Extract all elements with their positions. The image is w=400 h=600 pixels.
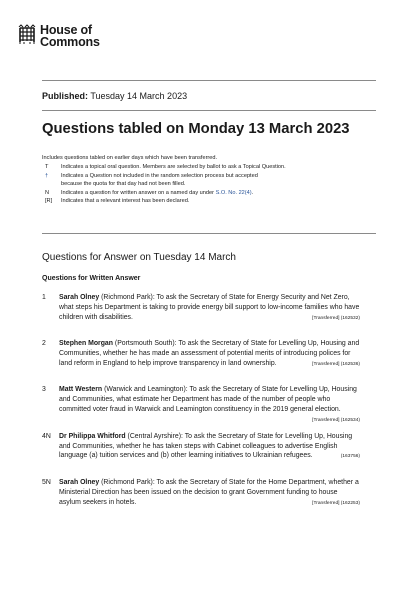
question-reference: [Transferred] (162532) (312, 315, 360, 321)
top-divider (42, 80, 376, 81)
published-label: Published: (42, 91, 89, 101)
question-item (42, 339, 360, 369)
question-reference: (163756) (340, 454, 360, 460)
legend (42, 154, 372, 205)
house-of-commons-logo (18, 24, 100, 48)
member-name: Sarah Olney (59, 294, 100, 301)
legend-item-topical (42, 163, 372, 171)
question-number: 2 (42, 340, 46, 348)
logo-line2: Commons (40, 35, 100, 49)
question-reference: [Transferred] (162253) (312, 500, 360, 506)
page-title: Questions tabled on Monday 13 March 2023 (42, 121, 350, 137)
portcullis-icon (18, 24, 36, 44)
question-text: To ask the Secretary of State for Energy Security and Net Zero, what steps his Department is taking to provide energy bill support to low-income families who have children with disabilities. (59, 294, 360, 321)
constituency: (Portsmouth South): (114, 340, 177, 348)
legend-symbol: † (45, 172, 49, 179)
question-reference: [Transferred] (162536) (312, 362, 360, 368)
legend-intro: Includes questions tabled on earlier days which have been transferred. (42, 155, 218, 161)
section-title: Questions for Answer on Tuesday 14 March (42, 252, 236, 263)
legend-symbol: T (45, 164, 49, 171)
member-name: Matt Western (59, 386, 103, 394)
legend-text: Indicates that a relevant interest has been declared. (61, 198, 190, 205)
constituency: (Warwick and Leamington): (104, 386, 188, 394)
question-text: To ask the Secretary of State for Levelling Up, Housing and Communities, whether he has taken steps with Cabinet colleagues to advertise English language (a) tuition services and (b) other learning initiatives to Ukrainian refugees. (59, 432, 353, 460)
constituency: (Central Ayrshire): (127, 432, 183, 440)
legend-symbol: [R] (45, 198, 53, 205)
logo-wordmark (40, 24, 100, 48)
legend-symbol: N (45, 189, 50, 196)
published-divider (42, 110, 376, 111)
question-item (42, 478, 360, 508)
question-number: 4N (42, 432, 51, 440)
question-number: 3 (42, 386, 46, 394)
question-reference: [Transferred] (162534) (312, 418, 360, 424)
question-text: To ask the Secretary of State for Levelling Up, Housing and Communities, what estimate her Department has made of the number of people who committed voter fraud in Warwick and Leamington constituency in the 2019 general election. (59, 386, 357, 414)
legend-item-quota (42, 172, 372, 189)
constituency: (Richmond Park): (101, 294, 155, 301)
legend-text: Indicates a topical oral question. Members are selected by ballot to ask a Topical Question. (61, 164, 286, 171)
legend-divider (42, 233, 376, 234)
questions-list (42, 293, 360, 524)
published-date: Tuesday 14 March 2023 (90, 91, 188, 101)
question-item (42, 293, 360, 323)
member-name: Sarah Olney (59, 478, 100, 486)
member-name: Dr Philippa Whitford (59, 432, 126, 440)
question-text: To ask the Secretary of State for the Home Department, whether a Ministerial Direction has been issued on the decision to grant Government funding to house asylum seekers in hotels. (59, 478, 359, 506)
legend-text-tail: . (251, 189, 254, 196)
legend-item-named-day (42, 189, 372, 197)
question-number: 1 (42, 294, 46, 301)
legend-item-interest (42, 197, 372, 205)
legend-text: Indicates a question for written answer on a named day under (61, 189, 214, 196)
question-item (42, 385, 360, 424)
question-number: 5N (42, 478, 51, 486)
member-name: Stephen Morgan (59, 340, 113, 348)
standing-order-link[interactable]: S.O. No. 22(4) (215, 189, 252, 196)
question-item (42, 432, 360, 462)
logo-line1: House of (40, 23, 92, 37)
question-text: To ask the Secretary of State for Levelling Up, Housing and Communities, whether he has made an assessment of potential merits of introducing polices for land reform in England to help improve transparency in land ownership. (59, 340, 360, 368)
subsection-title: Questions for Written Answer (42, 275, 141, 282)
constituency: (Richmond Park): (101, 478, 155, 486)
legend-text: Indicates a Question not included in the random selection process but accepted because the quota for that day had not been filled. (61, 172, 258, 188)
published-line (42, 91, 187, 101)
